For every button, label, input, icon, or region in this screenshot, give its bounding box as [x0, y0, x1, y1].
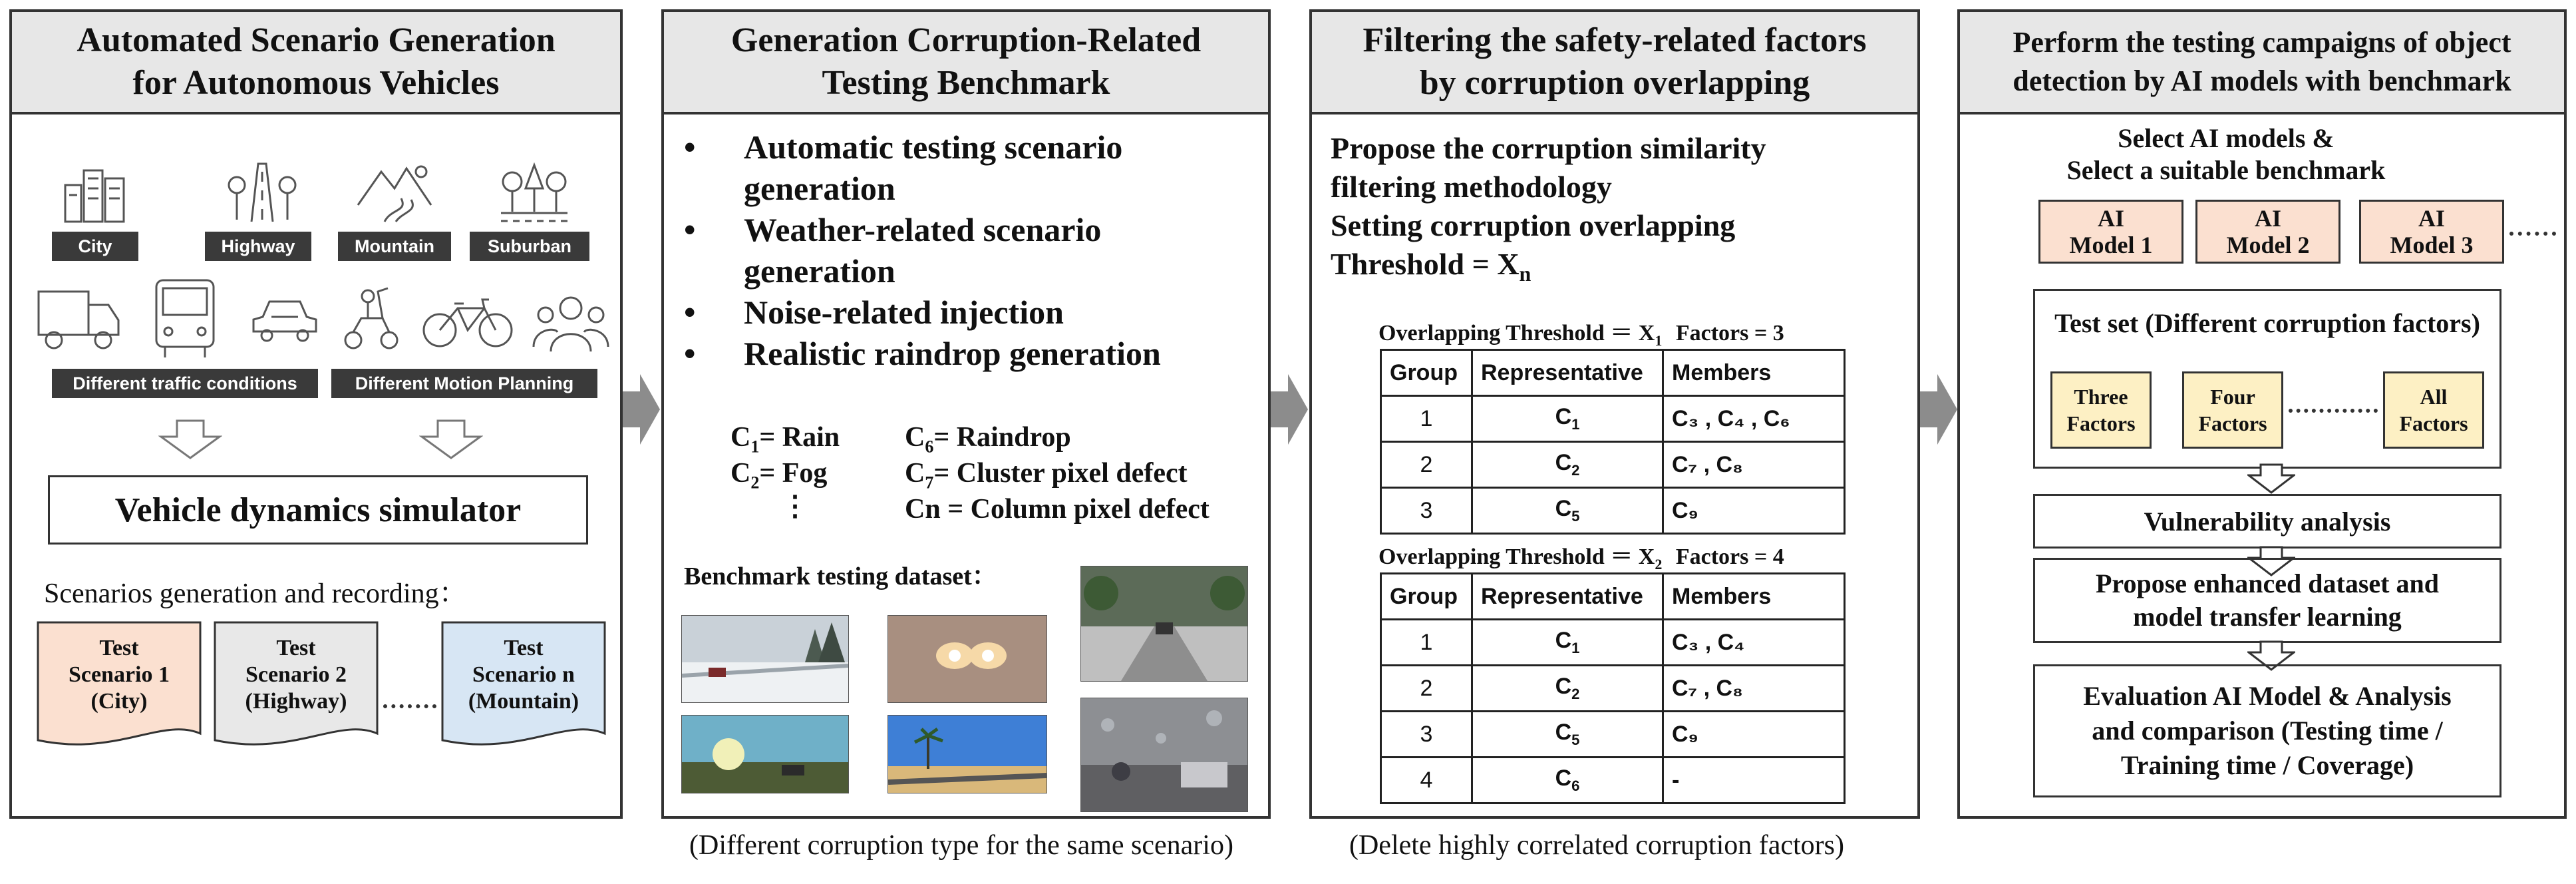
down-arrow-icon: [158, 419, 222, 459]
members-cell: C₃ , C₄ , C₆: [1663, 396, 1845, 442]
scenario-2-line3: (Highway): [245, 689, 347, 714]
bullet-3-line1: Noise-related injection: [744, 294, 1064, 331]
table-row: [1381, 758, 1845, 803]
rep-cell: $C_2$: [1472, 442, 1663, 488]
panel-corruption-benchmark: [661, 9, 1271, 819]
models-dotted-continuation: [2509, 232, 2556, 236]
ai-model-3: [2359, 200, 2504, 264]
def-c1: $C_1=$ Rain: [730, 422, 840, 457]
scenario-n-text: [440, 635, 607, 715]
truck-icon: [35, 282, 122, 355]
panel-testing-campaigns: [1957, 9, 2567, 819]
people-icon: [531, 288, 611, 355]
panel1-title-line1: Automated Scenario Generation: [77, 21, 556, 59]
simulator-label: Vehicle dynamics simulator: [114, 491, 522, 529]
threshold-line: Threshold = $X_n$: [1331, 247, 1531, 286]
sunset-road-image: [681, 715, 849, 793]
flow-arrow-icon: [1920, 373, 1959, 446]
flow-arrow-icon: [623, 373, 661, 446]
select-line1: Select AI models &: [2118, 123, 2334, 153]
group-cell: 1: [1381, 396, 1472, 442]
rep-cell: $C_2$: [1472, 666, 1663, 712]
panel-filtering: [1309, 9, 1920, 819]
benchmark-bullet-list: [684, 126, 1161, 374]
panel4-title-line1: Perform the testing campaigns of object: [2012, 26, 2511, 59]
enhanced-line1: Propose enhanced dataset and: [2096, 568, 2439, 598]
table1-heading: Overlapping Threshold ＝ $X_1$ Factors = 3: [1378, 321, 1784, 349]
bullet-item: • Automatic testing scenario generation: [684, 128, 1123, 207]
panel2-header: [664, 12, 1268, 114]
panel1-header: [12, 12, 620, 114]
bus-icon: [148, 275, 222, 361]
env-label-highway: Highway: [205, 232, 311, 261]
members-cell: -: [1663, 758, 1845, 803]
bullet-4-line1: Realistic raindrop generation: [744, 335, 1161, 372]
scenario-1-line3: (City): [90, 689, 148, 714]
env-label-city: City: [52, 232, 138, 261]
scenario-1-text: [36, 635, 202, 715]
scenario-n-line1: Test: [504, 636, 544, 660]
bullet-1-line1: Automatic testing scenario: [744, 128, 1123, 166]
model-3-line1: AI: [2418, 205, 2445, 232]
eval-line2: and comparison (Testing time /: [2092, 716, 2443, 746]
model-3-line2: Model 3: [2390, 232, 2474, 258]
col-representative: Representative: [1472, 574, 1663, 620]
env-label-mountain: Mountain: [338, 232, 451, 261]
scenario-dotted-connector: [383, 704, 436, 708]
group-cell: 1: [1381, 620, 1472, 666]
rep-cell: $C_5$: [1472, 488, 1663, 534]
panel3-title-line2: by corruption overlapping: [1419, 64, 1810, 102]
raindrop-street-image: [1080, 698, 1248, 812]
panel4-title-line2: detection by AI models with benchmark: [2012, 65, 2511, 97]
factor-3-line2: Factors: [2399, 411, 2468, 435]
table-row: [1381, 488, 1845, 534]
eval-line3: Training time / Coverage): [2120, 750, 2414, 780]
group-cell: 3: [1381, 712, 1472, 758]
model-2-line2: Model 2: [2226, 232, 2310, 258]
def-c7: $C_7=$ Cluster pixel defect: [905, 458, 1188, 493]
noise-street-image: [1080, 566, 1248, 682]
setting-line: Setting corruption overlapping: [1331, 208, 1736, 242]
members-cell: C₉: [1663, 488, 1845, 534]
panel2-title-line2: Testing Benchmark: [822, 64, 1110, 102]
col-representative: Representative: [1472, 350, 1663, 396]
traffic-conditions-label: Different traffic conditions: [52, 369, 318, 398]
snow-road-image: [681, 615, 849, 703]
dataset-label: Benchmark testing dataset：: [684, 562, 997, 590]
select-line2: Select a suitable benchmark: [2066, 155, 2386, 185]
vulnerability-label: Vulnerability analysis: [2144, 506, 2391, 537]
table-row: [1381, 712, 1845, 758]
col-members: Members: [1663, 574, 1845, 620]
panel2-caption: (Different corruption type for the same scenario): [689, 830, 1233, 861]
factor-2-line2: Factors: [2198, 411, 2267, 435]
scooter-icon: [341, 282, 401, 355]
eval-line1: Evaluation AI Model & Analysis: [2083, 681, 2452, 711]
panel3-title-line1: Filtering the safety-related factors: [1363, 21, 1867, 59]
env-label-suburban: Suburban: [470, 232, 589, 261]
flow-arrow-icon: [1271, 373, 1309, 446]
vehicle-dynamics-simulator: [48, 475, 588, 545]
propose-line2: filtering methodology: [1331, 170, 1612, 204]
group-cell: 2: [1381, 666, 1472, 712]
factor-2-line1: Four: [2210, 385, 2255, 409]
four-factors-box: [2182, 371, 2283, 449]
fog-headlights-image: [887, 615, 1047, 703]
scenario-2-line1: Test: [276, 636, 316, 660]
rep-cell: $C_5$: [1472, 712, 1663, 758]
suburban-icon: [498, 158, 571, 225]
select-models-text: [1960, 122, 2492, 186]
panel4-header: [1960, 12, 2564, 114]
members-cell: C₉: [1663, 712, 1845, 758]
bullet-item: • Weather-related scenario generation: [684, 211, 1102, 290]
three-factors-box: [2050, 371, 2152, 449]
threshold-table-2: [1380, 572, 1846, 804]
down-arrow-icon: [2247, 463, 2295, 494]
scenario-2-text: [213, 635, 379, 715]
scenario-n-line2: Scenario n: [472, 662, 575, 687]
scenario-1-line1: Test: [99, 636, 139, 660]
ai-model-1: [2038, 200, 2183, 264]
table-header-row: [1381, 574, 1845, 620]
panel2-title-line1: Generation Corruption-Related: [730, 21, 1202, 59]
enhanced-line2: model transfer learning: [2133, 602, 2402, 632]
rep-cell: $C_6$: [1472, 758, 1663, 803]
bicycle-icon: [421, 292, 514, 351]
rep-cell: $C_1$: [1472, 620, 1663, 666]
enhanced-dataset-box: [2033, 558, 2501, 643]
threshold-table-1: [1380, 349, 1846, 535]
def-c2: $C_2=$ Fog: [730, 458, 828, 493]
recording-label: Scenarios generation and recording：: [44, 578, 467, 609]
members-cell: C₇ , C₈: [1663, 666, 1845, 712]
vulnerability-analysis-box: [2033, 494, 2501, 549]
ai-model-2: [2195, 200, 2340, 264]
model-1-line2: Model 1: [2069, 232, 2153, 258]
test-set-label: Test set (Different corruption factors): [2054, 308, 2480, 338]
table-row: [1381, 442, 1845, 488]
bullet-item: • Noise-related injection: [684, 292, 1161, 333]
scenario-2-line2: Scenario 2: [245, 662, 347, 687]
col-members: Members: [1663, 350, 1845, 396]
bullet-item: • Realistic raindrop generation: [684, 333, 1161, 374]
table-header-row: [1381, 350, 1845, 396]
down-arrow-icon: [419, 419, 483, 459]
factor-1-line1: Three: [2074, 385, 2128, 409]
evaluation-box: [2033, 664, 2501, 797]
filtering-description: [1331, 129, 1766, 293]
bullet-2-line2: generation: [744, 252, 895, 290]
all-factors-box: [2383, 371, 2484, 449]
panel-scenario-generation: [9, 9, 623, 819]
highway-icon: [225, 158, 298, 225]
group-cell: 2: [1381, 442, 1472, 488]
col-group: Group: [1381, 574, 1472, 620]
rep-cell: $C_1$: [1472, 396, 1663, 442]
panel3-caption: (Delete highly correlated corruption factors): [1349, 830, 1844, 861]
col-group: Group: [1381, 350, 1472, 396]
city-icon: [59, 158, 132, 225]
factor-3-line1: All: [2420, 385, 2448, 409]
members-cell: C₃ , C₄: [1663, 620, 1845, 666]
scenario-1-line2: Scenario 1: [68, 662, 170, 687]
model-2-line1: AI: [2254, 205, 2281, 232]
car-icon: [248, 292, 321, 351]
table2-heading: Overlapping Threshold ＝ $X_2$ Factors = 4: [1378, 545, 1784, 572]
factor-1-line2: Factors: [2066, 411, 2136, 435]
bullet-1-line2: generation: [744, 170, 895, 207]
def-cn: Cn = Column pixel defect: [905, 494, 1209, 525]
mountain-icon: [355, 158, 434, 225]
group-cell: 4: [1381, 758, 1472, 803]
motion-planning-label: Different Motion Planning: [331, 369, 597, 398]
panel1-title-line2: for Autonomous Vehicles: [132, 64, 500, 102]
factors-dotted-connector: [2289, 409, 2378, 413]
panel3-header: [1312, 12, 1917, 114]
table-row: [1381, 666, 1845, 712]
group-cell: 3: [1381, 488, 1472, 534]
def-dots: ⋮: [781, 491, 809, 522]
table-row: [1381, 396, 1845, 442]
bullet-2-line1: Weather-related scenario: [744, 211, 1102, 248]
palm-road-image: [887, 715, 1047, 793]
propose-line1: Propose the corruption similarity: [1331, 131, 1766, 165]
members-cell: C₇ , C₈: [1663, 442, 1845, 488]
table-row: [1381, 620, 1845, 666]
def-c6: $C_6=$ Raindrop: [905, 422, 1071, 457]
scenario-n-line3: (Mountain): [468, 689, 579, 714]
model-1-line1: AI: [2097, 205, 2124, 232]
